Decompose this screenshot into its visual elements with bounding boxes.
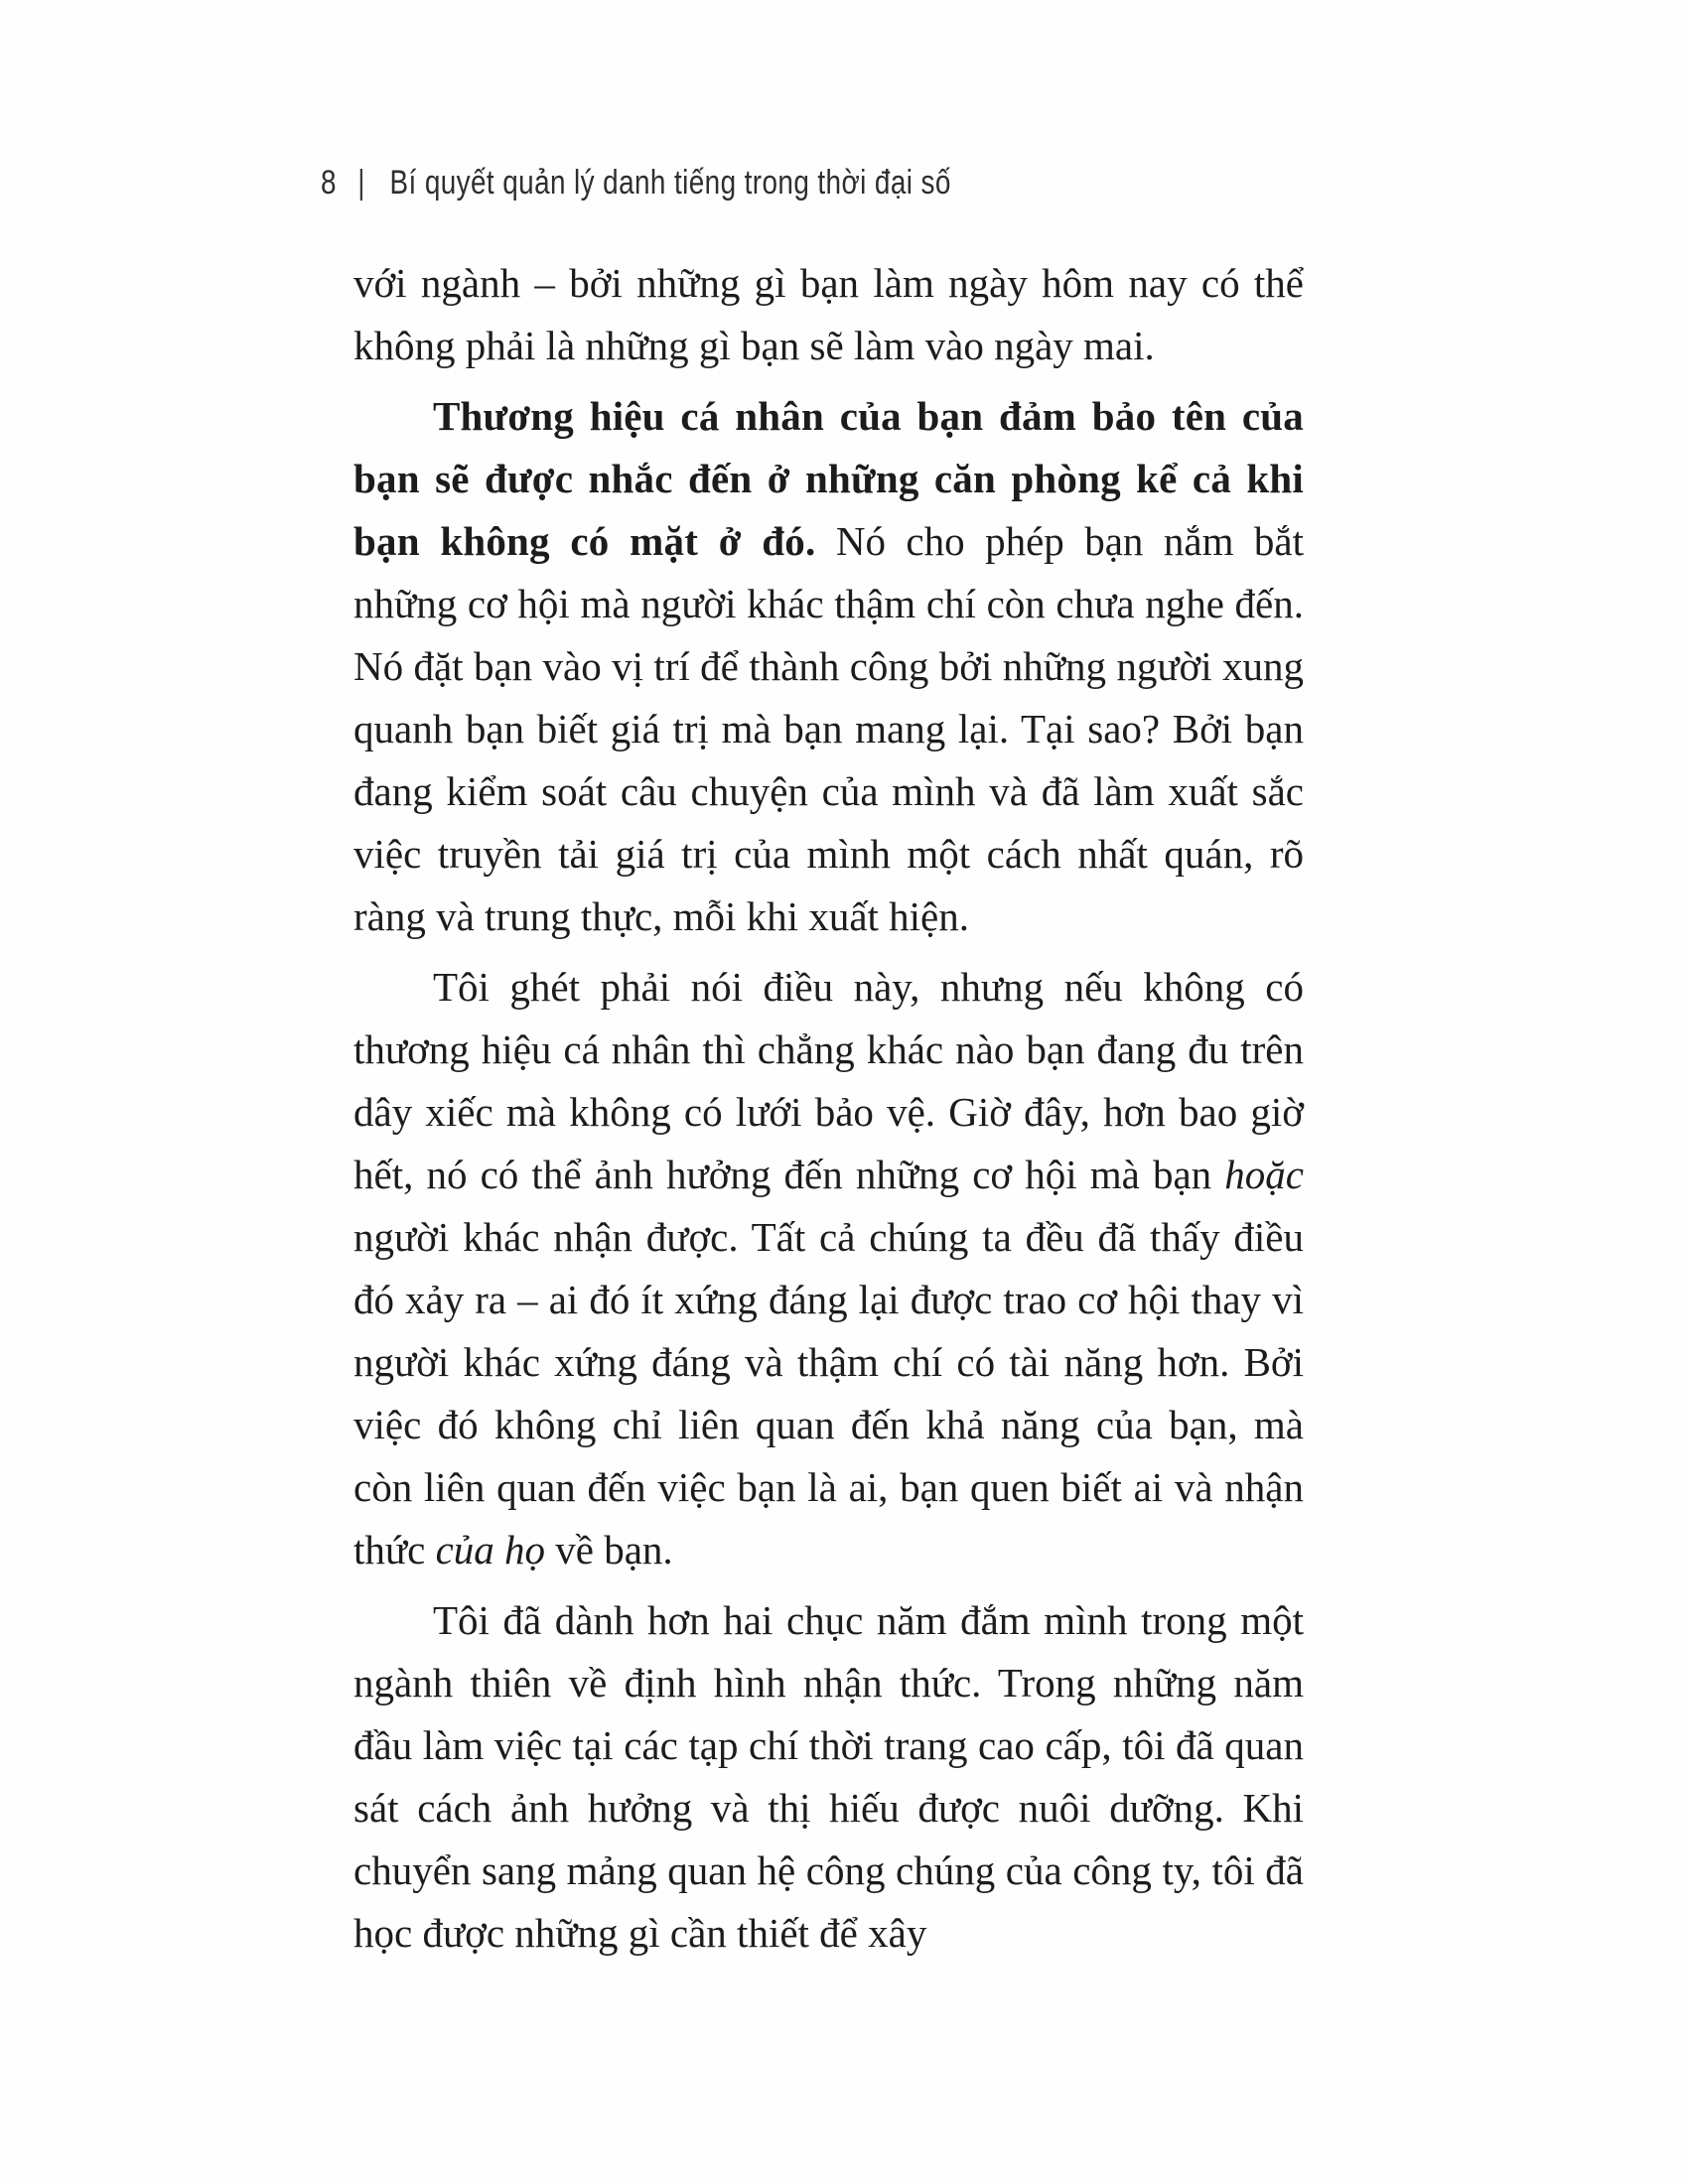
running-title: Bí quyết quản lý danh tiếng trong thời đại số <box>389 164 951 202</box>
paragraph-3-text-2: người khác nhận được. Tất cả chúng ta đều đã thấy điều đó xảy ra – ai đó ít xứng đáng lại được trao cơ hội thay vì người khác xứng đáng và thậm chí có tài năng hơn. Bởi việc đó không chỉ liên quan đến khả năng của bạn, mà còn liên quan đến việc bạn là ai, bạn quen biết ai và nhận thức <box>353 1214 1304 1572</box>
body-text-block <box>353 252 1304 1973</box>
paragraph-3-text-3: về bạn. <box>545 1527 673 1572</box>
paragraph-3 <box>353 956 1304 1581</box>
paragraph-1-text: với ngành – bởi những gì bạn làm ngày hôm nay có thể không phải là những gì bạn sẽ làm vào ngày mai. <box>353 260 1304 368</box>
paragraph-2 <box>353 385 1304 948</box>
page-number: 8 <box>321 164 337 202</box>
header-separator: | <box>357 164 365 202</box>
running-header <box>321 164 951 202</box>
paragraph-2-bold-lead: Thương hiệu cá nhân của bạn đảm bảo tên của bạn sẽ được nhắc đến ở những căn phòng kể cả khi bạn không có mặt ở đó. <box>353 393 1304 564</box>
paragraph-1 <box>353 252 1304 377</box>
paragraph-2-text: Nó cho phép bạn nắm bắt những cơ hội mà người khác thậm chí còn chưa nghe đến. Nó đặt bạn vào vị trí để thành công bởi những người xung quanh bạn biết giá trị mà bạn mang lại. Tại sao? Bởi bạn đang kiểm soát câu chuyện của mình và đã làm xuất sắc việc truyền tải giá trị của mình một cách nhất quán, rõ ràng và trung thực, mỗi khi xuất hiện. <box>353 518 1304 939</box>
paragraph-4 <box>353 1589 1304 1965</box>
paragraph-3-italic-term-1: hoặc <box>1224 1152 1304 1197</box>
paragraph-4-text: Tôi đã dành hơn hai chục năm đắm mình trong một ngành thiên về định hình nhận thức. Trong những năm đầu làm việc tại các tạp chí thời trang cao cấp, tôi đã quan sát cách ảnh hưởng và thị hiếu được nuôi dưỡng. Khi chuyển sang mảng quan hệ công chúng của công ty, tôi đã học được những gì cần thiết để xây <box>353 1597 1304 1956</box>
paragraph-3-italic-term-2: của họ <box>435 1527 546 1572</box>
paragraph-3-text-1: Tôi ghét phải nói điều này, nhưng nếu không có thương hiệu cá nhân thì chẳng khác nào bạn đang đu trên dây xiếc mà không có lưới bảo vệ. Giờ đây, hơn bao giờ hết, nó có thể ảnh hưởng đến những cơ hội mà bạn <box>353 964 1304 1197</box>
